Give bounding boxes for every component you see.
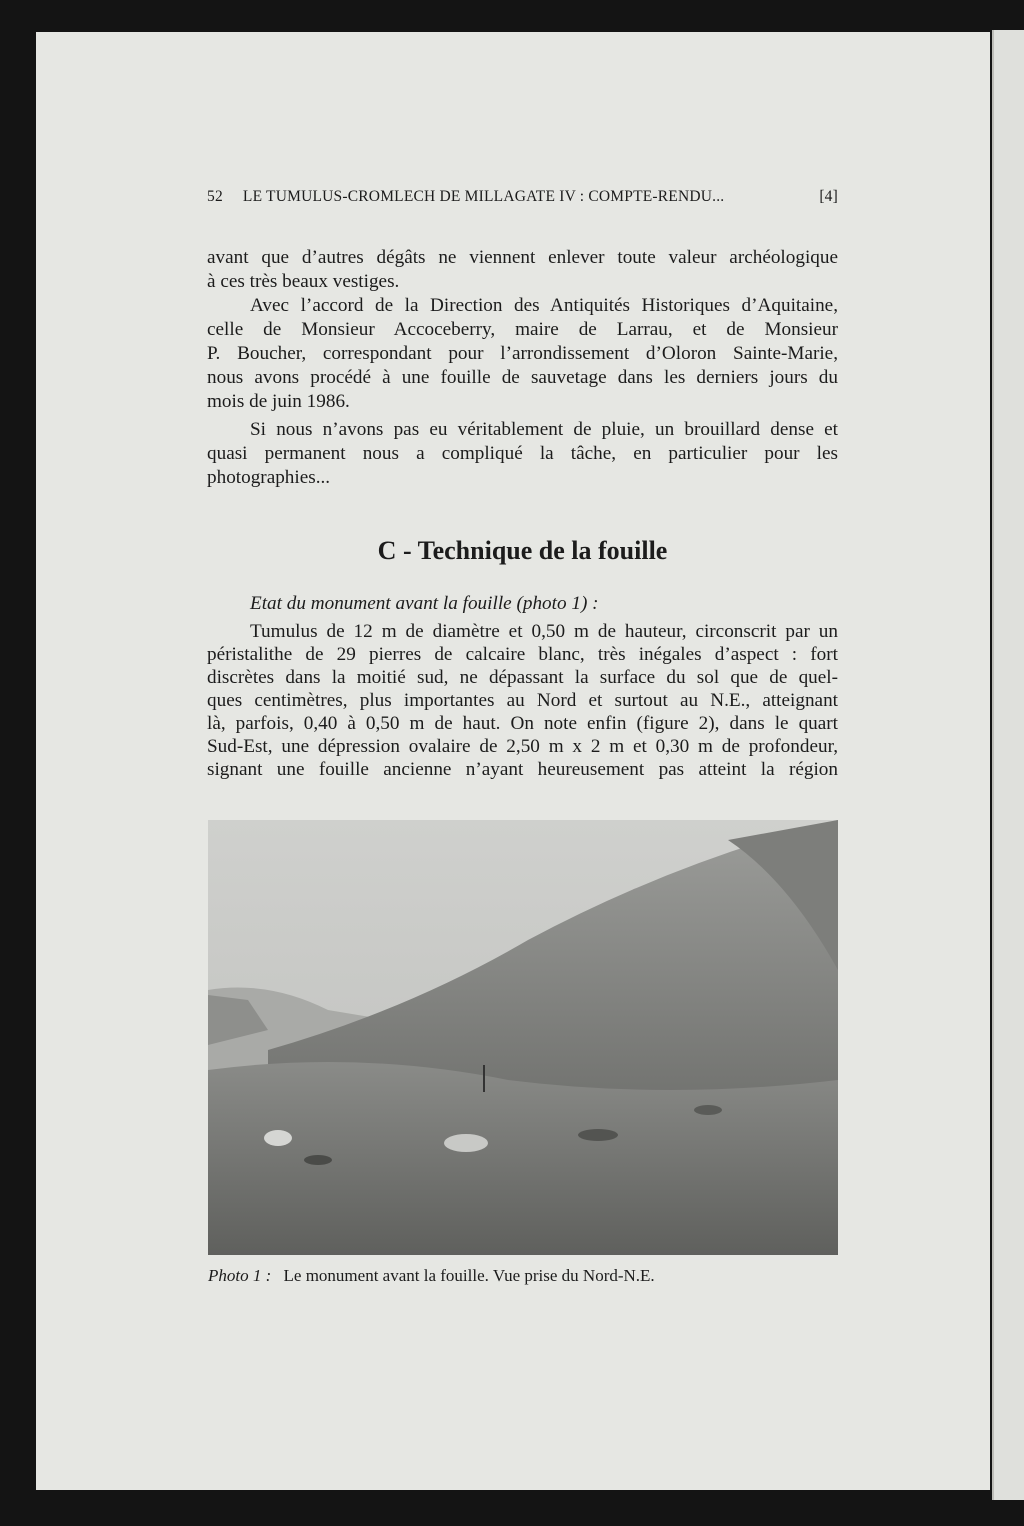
text-line: Si nous n’avons pas eu véritablement de pluie, un brouillard dense et	[250, 419, 838, 440]
paragraph-2	[207, 294, 838, 414]
text-line: mois de juin 1986.	[207, 391, 350, 412]
page-number: 52	[207, 188, 223, 205]
text-line: nous avons procédé à une fouille de sauvetage dans les derniers jours du	[207, 367, 838, 388]
text-line: avant que d’autres dégâts ne viennent enlever toute valeur archéologique	[207, 247, 838, 268]
section-marker: [4]	[819, 188, 838, 205]
adjacent-page-edge	[992, 30, 1024, 1500]
text-line: discrètes dans la moitié sud, ne dépassant la surface du sol que de quel-	[207, 667, 838, 688]
text-line: photographies...	[207, 467, 331, 488]
landscape-photo	[208, 820, 838, 1255]
text-line: là, parfois, 0,40 à 0,50 m de haut. On note enfin (figure 2), dans le quart	[207, 713, 838, 734]
text-line: ques centimètres, plus importantes au Nord et surtout au N.E., atteignant	[207, 690, 838, 711]
running-header	[207, 188, 838, 206]
text-line: celle de Monsieur Accoceberry, maire de Larrau, et de Monsieur	[207, 319, 838, 340]
caption-label: Photo 1 :	[208, 1266, 272, 1285]
photo-caption	[208, 1266, 838, 1286]
running-title: LE TUMULUS-CROMLECH DE MILLAGATE IV : COMPTE-RENDU...	[242, 188, 725, 205]
text-line: Tumulus de 12 m de diamètre et 0,50 m de hauteur, circonscrit par un	[250, 621, 838, 642]
text-line: Sud-Est, une dépression ovalaire de 2,50 m x 2 m et 0,30 m de profondeur,	[207, 736, 838, 757]
text-line: péristalithe de 29 pierres de calcaire blanc, très inégales d’aspect : fort	[207, 644, 838, 665]
paragraph-1	[207, 246, 838, 294]
subheading: Etat du monument avant la fouille (photo 1) :	[250, 593, 599, 614]
paragraph-3	[207, 418, 838, 490]
text-line: P. Boucher, correspondant pour l’arrondissement d’Oloron Sainte-Marie,	[207, 343, 838, 364]
text-line: signant une fouille ancienne n’ayant heureusement pas atteint la région	[207, 759, 838, 780]
text-line: Avec l’accord de la Direction des Antiquités Historiques d’Aquitaine,	[250, 295, 838, 316]
caption-text: Le monument avant la fouille. Vue prise du Nord-N.E.	[283, 1266, 655, 1285]
section-heading: C - Technique de la fouille	[377, 536, 668, 565]
text-line: quasi permanent nous a compliqué la tâche, en particulier pour les	[207, 443, 838, 464]
text-line: à ces très beaux vestiges.	[207, 271, 400, 292]
paragraph-4	[207, 620, 838, 781]
